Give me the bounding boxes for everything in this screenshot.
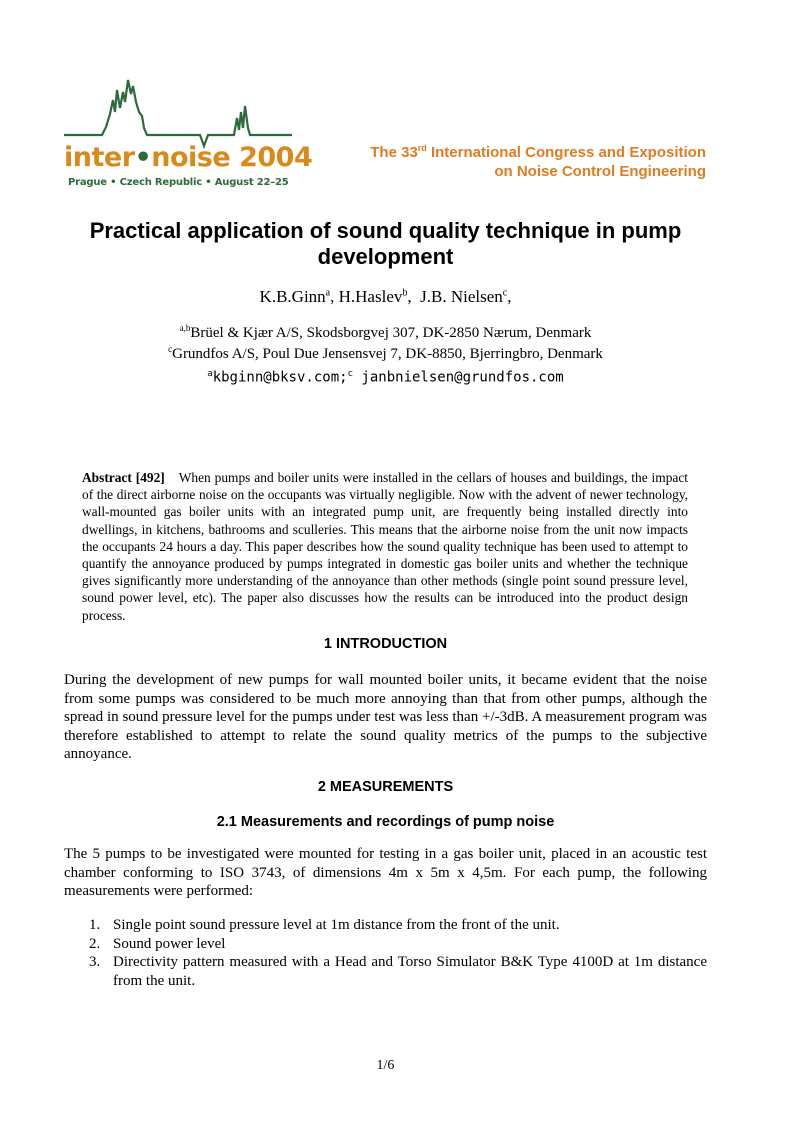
email-1-mark: a	[207, 369, 213, 379]
abstract-text: When pumps and boiler units were installed in the cellars of houses and buildings, the impact of the direct airborne noise on the occupants was virtually negligible. Now with the advent of newer technology, wall-mounted gas boiler units with an integrated pump unit, are frequently being installed directly into dwellings, in kitchens, bathrooms and sculleries. This means that the airborne noise from the unit now impacts the occupants 24 hours a day. This paper describes how the sound quality technique has been used to attempt to quantify the annoyance produced by pumps integrated in domestic gas boiler units and whether the technique gives significantly more understanding of the annoyance than other methods (single point sound pressure level, sound power level, etc). The paper also discusses how the results can be introduced into the product design process.	[82, 470, 688, 623]
affiliation-2-text: Grundfos A/S, Poul Due Jensensvej 7, DK-8850, Bjerringbro, Denmark	[172, 346, 603, 362]
inter-noise-logo-skyline	[64, 72, 296, 194]
author-3: J.B. Nielsen	[420, 287, 503, 306]
author-2: H.Haslev	[338, 287, 403, 306]
affiliation-1	[64, 323, 707, 342]
email-2[interactable]: janbnielsen@grundfos.com	[361, 369, 564, 386]
logo-word-year: 2004	[239, 142, 313, 173]
logo-word-noise: noise	[151, 142, 231, 173]
subsection-heading-pump-noise: 2.1 Measurements and recordings of pump noise	[216, 814, 555, 830]
list-item-number: 2.	[89, 935, 101, 952]
section-heading-measurements: 2 MEASUREMENTS	[317, 779, 454, 795]
list-item-number: 3.	[89, 954, 101, 971]
author-3-affiliation-mark: c	[502, 287, 508, 299]
logo-word-inter: inter	[64, 142, 135, 173]
measurement-list	[64, 916, 707, 990]
paper-title: Practical application of sound quality technique in pump development	[89, 218, 682, 269]
list-item-number: 1.	[89, 917, 101, 933]
author-emails	[64, 369, 707, 386]
author-list: K.B.Ginn$^a$, H.Haslev$^b$, J.B. Nielsen$^c$,	[259, 287, 512, 306]
page-number: 1/6	[376, 1058, 395, 1073]
abstract-label: Abstract [492]	[82, 470, 165, 485]
email-2-mark: c	[347, 369, 353, 379]
list-item	[64, 953, 707, 990]
section-heading-introduction: 1 INTRODUCTION	[323, 636, 448, 652]
logo-wordmark	[64, 142, 313, 174]
congress-ordinal-suffix: rd	[417, 143, 427, 153]
congress-line-1-prefix: The 33	[370, 144, 418, 161]
affiliation-1-mark: a,b	[179, 323, 191, 333]
logo-word-dot: •	[134, 142, 152, 173]
list-item-text: Single point sound pressure level at 1m distance from the front of the unit.	[113, 917, 560, 933]
abstract	[82, 469, 688, 624]
email-1[interactable]: kbginn@bksv.com;	[212, 369, 348, 386]
congress-header	[370, 139, 706, 181]
list-item-text: Sound power level	[113, 935, 226, 952]
congress-line-2: on Noise Control Engineering	[494, 163, 706, 180]
author-1-affiliation-mark: a	[325, 287, 331, 299]
author-2-affiliation-mark: b	[402, 287, 408, 299]
list-item-text: Directivity pattern measured with a Head and Torso Simulator B&K Type 4100D at 1m distance from the unit.	[113, 954, 707, 989]
introduction-paragraph: During the development of new pumps for wall mounted boiler units, it became evident that the noise from some pumps was considered to be much more annoying than that from other pumps, although the spread in sound pressure level for the pumps under test was less than +/-3dB. A measurement program was therefore established to attempt to relate the sound quality metrics of the pumps to the subjective annoyance.	[64, 672, 707, 763]
list-item	[64, 935, 707, 954]
author-1: K.B.Ginn	[259, 287, 326, 306]
affiliation-2	[64, 344, 707, 363]
list-item	[64, 916, 707, 935]
affiliation-2-mark: c	[168, 344, 173, 354]
congress-line-1-suffix: International Congress and Exposition	[426, 144, 706, 161]
logo-subtitle: Prague • Czech Republic • August 22–25	[68, 177, 289, 188]
measurements-paragraph: The 5 pumps to be investigated were mounted for testing in a gas boiler unit, placed in an acoustic test chamber conforming to ISO 3743, of dimensions 4m x 5m x 4,5m. For each pump, the following measurements were performed:	[64, 846, 707, 900]
affiliation-1-text: Brüel & Kjær A/S, Skodsborgvej 307, DK-2850 Nærum, Denmark	[190, 325, 592, 341]
congress-line-1	[370, 139, 706, 162]
